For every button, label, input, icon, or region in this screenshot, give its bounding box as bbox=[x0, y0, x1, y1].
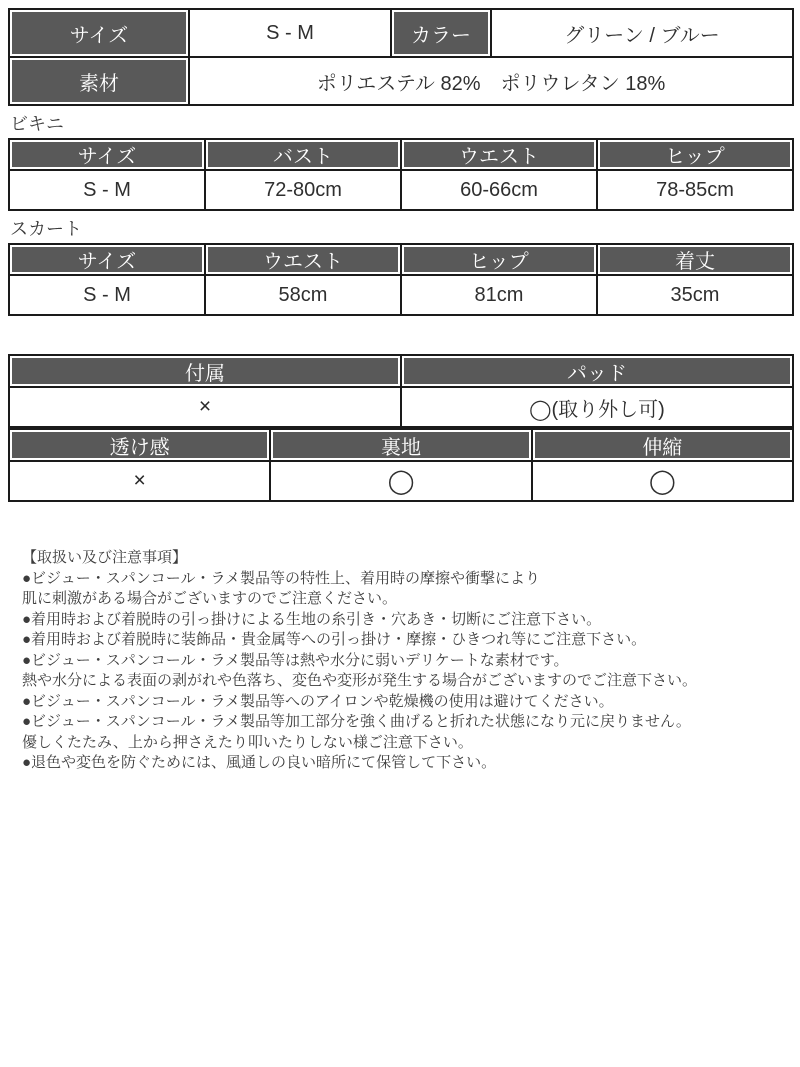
care-note-line: ●退色や変色を防ぐためには、風通しの良い暗所にて保管して下さい。 bbox=[22, 754, 497, 771]
skirt-col-header: ウエスト bbox=[205, 244, 401, 275]
size-header: サイズ bbox=[9, 9, 189, 57]
stretch-value: ◯ bbox=[532, 461, 793, 501]
care-note-line: 肌に刺激がある場合がございますのでご注意ください。 bbox=[22, 590, 398, 607]
bikini-section-label: ビキニ bbox=[10, 114, 64, 134]
skirt-size-value: S - M bbox=[9, 275, 205, 315]
attachment-value: × bbox=[9, 387, 401, 427]
material-header: 素材 bbox=[9, 57, 189, 105]
product-spec-table bbox=[8, 8, 794, 106]
care-note-line: ●ビジュー・スパンコール・ラメ製品等へのアイロンや乾燥機の使用は避けてください。 bbox=[22, 692, 614, 710]
bikini-bust-value: 72-80cm bbox=[205, 170, 401, 210]
color-header: カラー bbox=[391, 9, 491, 57]
care-note-line: ●ビジュー・スパンコール・ラメ製品等の特性上、着用時の摩擦や衝撃により bbox=[22, 569, 541, 587]
pad-value: ◯(取り外し可) bbox=[401, 387, 793, 427]
sheerness-value: × bbox=[9, 461, 270, 501]
skirt-col-header: 着丈 bbox=[597, 244, 793, 275]
material-value: ポリエステル 82% ポリウレタン 18% bbox=[189, 57, 793, 105]
table-row bbox=[9, 275, 793, 315]
skirt-section-label: スカート bbox=[10, 219, 82, 239]
skirt-length-value: 35cm bbox=[597, 275, 793, 315]
skirt-waist-value: 58cm bbox=[205, 275, 401, 315]
bikini-col-header: サイズ bbox=[9, 139, 205, 170]
lining-value: ◯ bbox=[270, 461, 531, 501]
skirt-hip-value: 81cm bbox=[401, 275, 597, 315]
care-notes bbox=[8, 548, 792, 774]
bikini-size-value: S - M bbox=[9, 170, 205, 210]
skirt-col-header: サイズ bbox=[9, 244, 205, 275]
table-row bbox=[9, 461, 793, 501]
care-notes-title: 【取扱い及び注意事項】 bbox=[22, 549, 188, 566]
table-row bbox=[9, 387, 793, 427]
skirt-size-table bbox=[8, 243, 794, 316]
bikini-col-header: バスト bbox=[205, 139, 401, 170]
bikini-waist-value: 60-66cm bbox=[401, 170, 597, 210]
lining-header: 裏地 bbox=[270, 429, 531, 461]
bikini-col-header: ヒップ bbox=[597, 139, 793, 170]
care-note-line: 熱や水分による表面の剥がれや色落ち、変色や変形が発生する場合がございますのでご注意下さい。 bbox=[22, 672, 698, 689]
bikini-size-table bbox=[8, 138, 794, 211]
sheerness-header: 透け感 bbox=[9, 429, 270, 461]
care-note-line: ●ビジュー・スパンコール・ラメ製品等は熱や水分に弱いデリケートな素材です。 bbox=[22, 651, 569, 669]
care-note-line: ●着用時および着脱時の引っ掛けによる生地の糸引き・穴あき・切断にご注意下さい。 bbox=[22, 610, 602, 628]
bikini-hip-value: 78-85cm bbox=[597, 170, 793, 210]
color-value: グリーン / ブルー bbox=[491, 9, 793, 57]
size-value: S - M bbox=[189, 9, 391, 57]
care-note-line: 優しくたたみ、上から押さえたり叩いたりしない様ご注意下さい。 bbox=[22, 733, 473, 751]
table-row bbox=[9, 170, 793, 210]
pad-header: パッド bbox=[401, 355, 793, 387]
care-note-line: ●ビジュー・スパンコール・ラメ製品等加工部分を強く曲げると折れた状態になり元に戻りません。 bbox=[22, 713, 691, 730]
stretch-header: 伸縮 bbox=[532, 429, 793, 461]
bikini-col-header: ウエスト bbox=[401, 139, 597, 170]
attachment-header: 付属 bbox=[9, 355, 401, 387]
fabric-feature-table bbox=[8, 428, 794, 502]
care-note-line: ●着用時および着脱時に装飾品・貴金属等への引っ掛け・摩擦・ひきつれ等にご注意下さい。 bbox=[22, 631, 647, 648]
skirt-col-header: ヒップ bbox=[401, 244, 597, 275]
attachment-pad-table bbox=[8, 354, 794, 428]
